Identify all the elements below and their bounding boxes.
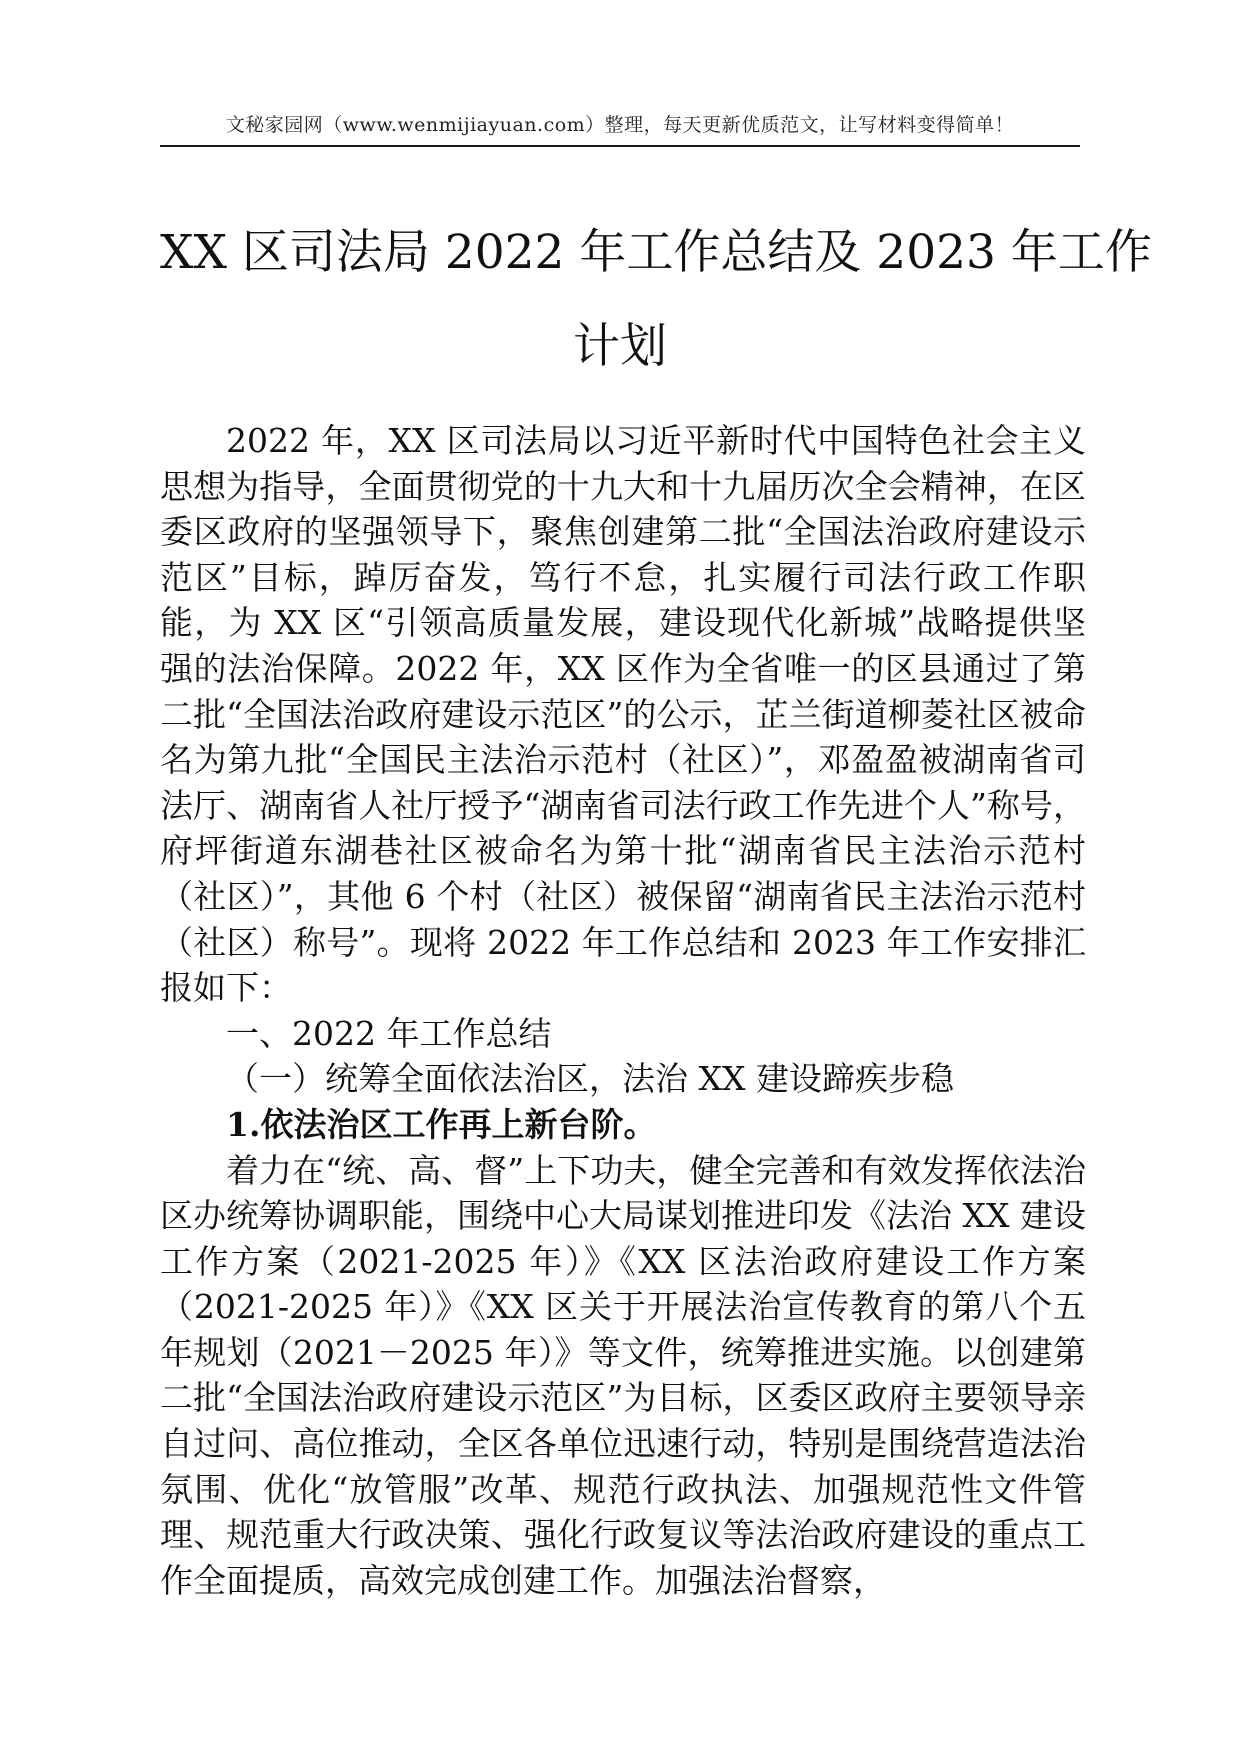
- document-title: [160, 206, 1152, 394]
- intro-paragraph: 2022 年，XX 区司法局以习近平新时代中国特色社会主义思想为指导，全面贯彻党的十九大和十九届历次全会精神，在区委区政府的坚强领导下，聚焦创建第二批“全国法治政府建设示范区”目标，踔厉奋发，笃行不怠，扎实履行司法行政工作职能，为 XX 区“引领高质量发展，建设现代化新城”战略提供坚强的法治保障。2022 年，XX 区作为全省唯一的区县通过了第二批“全国法治政府建设示范区”的公示，芷兰街道柳菱社区被命名为第九批“全国民主法治示范村（社区）”，邓盈盈被湖南省司法厅、湖南省人社厅授予“湖南省司法行政工作先进个人”称号，府坪街道东湖巷社区被命名为第十批“湖南省民主法治示范村（社区）”，其他 6 个村（社区）被保留“湖南省民主法治示范村（社区）称号”。现将 2022 年工作总结和 2023 年工作安排汇报如下：: [160, 421, 1086, 1008]
- item-heading: 1.依法治区工作再上新台阶。: [226, 1104, 657, 1144]
- document-body: [160, 418, 1086, 1603]
- title-line-2: 计划: [573, 319, 667, 374]
- title-line-1: XX 区司法局 2022 年工作总结及 2023 年工作: [160, 225, 1152, 280]
- section-heading: 一、2022 年工作总结: [226, 1013, 552, 1053]
- header-divider: [160, 145, 1080, 147]
- body-paragraph: 着力在“统、高、督”上下功夫，健全完善和有效发挥依法治区办统筹协调职能，围绕中心大局谋划推进印发《法治 XX 建设工作方案（2021-2025 年）》《XX 区法治政府建设工作方案（2021-2025 年）》《XX 区关于开展法治宣传教育的第八个五年规划（2021－2025 年）》等文件，统筹推进实施。以创建第二批“全国法治政府建设示范区”为目标，区委区政府主要领导亲自过问、高位推动，全区各单位迅速行动，特别是围绕营造法治氛围、优化“放管服”改革、规范行政执法、加强规范性文件管理、规范重大行政决策、强化行政复议等法治政府建设的重点工作全面提质，高效完成创建工作。加强法治督察，: [160, 1150, 1086, 1600]
- page-header: 文秘家园网（www.wenmijiayuan.com）整理，每天更新优质范文，让写材料变得简单！: [225, 114, 1015, 136]
- subsection-heading: （一）统筹全面依法治区，法治 XX 建设蹄疾步稳: [226, 1059, 954, 1099]
